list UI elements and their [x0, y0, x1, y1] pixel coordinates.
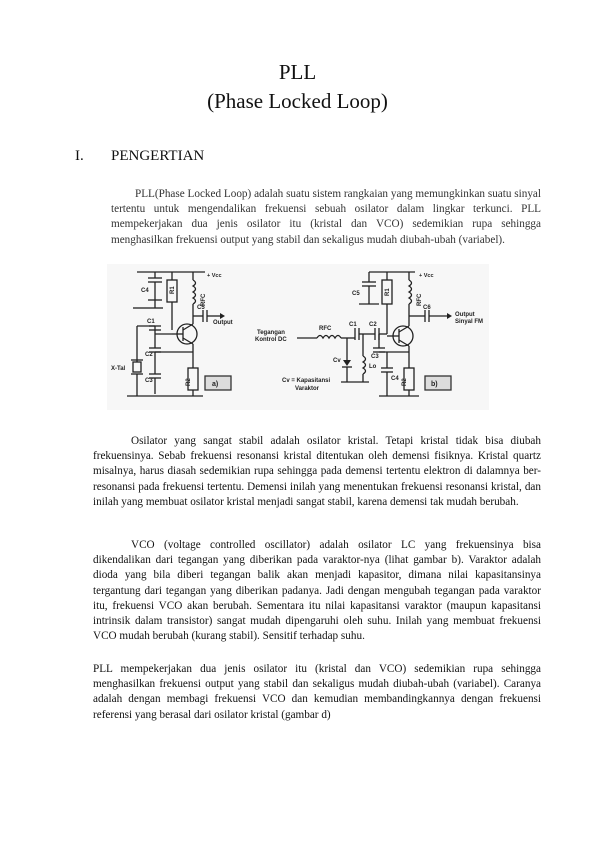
c3-label-a: C3 — [145, 378, 153, 384]
control-voltage-dc-label: Kontrol DC — [255, 337, 287, 343]
vcc-label-b: + Vcc — [419, 273, 434, 279]
c1-label-a: C1 — [147, 319, 155, 325]
rfc-top-label-b: RFC — [417, 293, 423, 306]
r2-label-b: R2 — [402, 378, 408, 386]
pll-paragraph: PLL mempekerjakan dua jenis osilator itu (kristal dan VCO) sedemikian rupa sehingga menghasilkan frekuensi output yang stabil dan sekaligus mudah diubah-ubah (variabel). Caranya adalah dengan membagi frekuensi VCO dan kemudian membandingkannya dengan frekuensi referensi yang berasal dari osilator kristal (gambar d) — [93, 663, 541, 721]
vco-paragraph: VCO (voltage controlled oscillator) adalah osilator LC yang frekuensinya bisa dikendalikan dari tegangan yang diberikan pada varaktor-nya (lihat gambar b). Varaktor adalah dioda yang bila diberi tegangan balik akan menjadi kapasitor, dimana nilai kapasitansinya tergantung dari tegangan yang diberikan padanya. Jadi dengan mengubah tegangan pada varaktor itu, frekuensi VCO akan berubah. Sementara itu nilai kapasitansi varaktor (maupun kapasitansi intrinsik dalam transistor) sangat mudah dipengaruhi oleh suhu. Inilah yang membuat frekuensi VCO mudah berubah (kurang stabil). Sensitif terhadap suhu. — [93, 539, 541, 643]
r2-label-a: R2 — [186, 378, 192, 386]
rfc-mid-label-b: RFC — [319, 326, 332, 332]
c4-label-b: C4 — [391, 376, 399, 382]
lo-label: Lo — [369, 364, 377, 370]
output-signal-fm-label: Sinyal FM — [455, 319, 484, 325]
xtal-label: X-Tal — [111, 366, 126, 372]
varactor-legend: Cv = Kapasitansi — [282, 378, 331, 384]
document-subtitle: (Phase Locked Loop) — [207, 89, 388, 113]
section-heading: PENGERTIAN — [111, 148, 205, 164]
circuit-a-label: a) — [212, 381, 219, 388]
rfc-label-a: RFC — [201, 293, 207, 306]
output-label-b: Output — [455, 312, 475, 318]
intro-paragraph: PLL(Phase Locked Loop) adalah suatu sistem rangkaian yang memungkinkan suatu sinyal tertentu untuk mengendalikan frekuensi sebuah osilator dalam lingkar terkunci. PLL mempekerjakan dua jenis osilator itu (kristal dan VCO) sedemikian rupa sehingga menghasilkan frekuensi output yang stabil dan sekaligus mudah diubah-ubah (variabel). — [111, 188, 541, 246]
output-label-a: Output — [213, 320, 233, 326]
c2-label-a: C2 — [145, 352, 153, 358]
c1-label-b: C1 — [349, 322, 357, 328]
c5-label-a: C5 — [197, 305, 205, 311]
c4-label-a: C4 — [141, 288, 149, 294]
document-title: PLL — [278, 60, 317, 84]
c2-label-b: C2 — [369, 322, 377, 328]
section-number: I. — [75, 148, 84, 164]
c6-label-b: C6 — [423, 305, 431, 311]
r1-label-b: R1 — [385, 288, 391, 296]
c3-label-b: C3 — [371, 354, 379, 360]
vcc-label-a: + Vcc — [207, 273, 222, 279]
circuit-b-label: b) — [431, 381, 438, 388]
varactor-legend-word: Varaktor — [295, 386, 320, 392]
cv-label: Cv — [333, 358, 341, 364]
r1-label-a: R1 — [170, 286, 176, 294]
c5-label-b: C5 — [352, 291, 360, 297]
oscillator-circuit-diagram — [107, 264, 489, 410]
crystal-oscillator-paragraph: Osilator yang sangat stabil adalah osilator kristal. Tetapi kristal tidak bisa diubah frekuensinya. Sebab frekuensi resonansi kristal ditentukan oleh demensi fisiknya. Kristal quartz misalnya, harus diasah sedemikian rupa sehingga pada demensi tertentu elektron di dalamnya ber-resonansi pada frekuensi tertentu. Demensi inilah yang menentukan frekuensi resonansi kristal, dan inilah yang membuat osilator kristal menjadi sangat stabil, karena demensi tak mudah berubah. — [93, 435, 541, 508]
control-voltage-label: Tegangan — [257, 330, 285, 336]
oscillator-circuit-figure — [107, 264, 489, 410]
